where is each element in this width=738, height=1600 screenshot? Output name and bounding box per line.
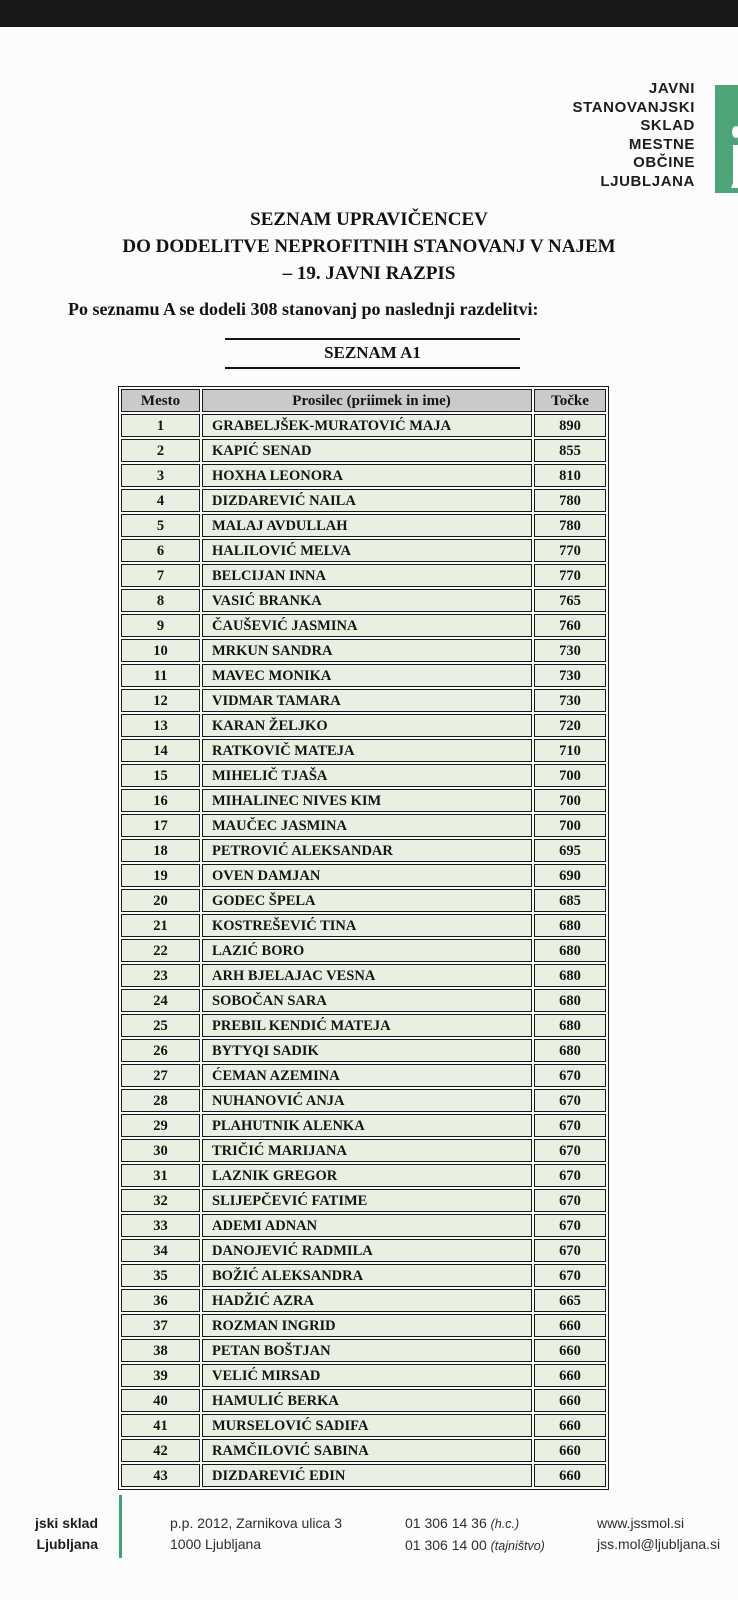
intro-text: Po seznamu A se dodeli 308 stanovanj po naslednji razdelitvi:: [68, 299, 539, 319]
points-cell: 670: [534, 1264, 606, 1287]
rank-cell: 23: [121, 964, 200, 987]
rank-cell: 31: [121, 1164, 200, 1187]
table-row: [121, 1064, 606, 1087]
rank-cell: 32: [121, 1189, 200, 1212]
name-cell: NUHANOVIĆ ANJA: [202, 1089, 532, 1112]
name-cell: DIZDAREVIĆ NAILA: [202, 489, 532, 512]
points-cell: 680: [534, 964, 606, 987]
points-cell: 670: [534, 1189, 606, 1212]
beneficiary-table: [118, 386, 609, 1490]
points-cell: 855: [534, 439, 606, 462]
points-cell: 890: [534, 414, 606, 437]
table-row: [121, 964, 606, 987]
table-row: [121, 714, 606, 737]
footer-address-line-2: 1000 Ljubljana: [170, 1536, 262, 1552]
header-tocke: Točke: [534, 389, 606, 412]
points-cell: 680: [534, 989, 606, 1012]
name-cell: PLAHUTNIK ALENKA: [202, 1114, 532, 1137]
rank-cell: 17: [121, 814, 200, 837]
rank-cell: 12: [121, 689, 200, 712]
points-cell: 670: [534, 1214, 606, 1237]
points-cell: 695: [534, 839, 606, 862]
name-cell: BOŽIĆ ALEKSANDRA: [202, 1264, 532, 1287]
name-cell: BYTYQI SADIK: [202, 1039, 532, 1062]
section-title: SEZNAM A1: [225, 338, 520, 369]
name-cell: PETAN BOŠTJAN: [202, 1339, 532, 1362]
name-cell: GRABELJŠEK-MURATOVIĆ MAJA: [202, 414, 532, 437]
rank-cell: 29: [121, 1114, 200, 1137]
points-cell: 665: [534, 1289, 606, 1312]
rank-cell: 20: [121, 889, 200, 912]
rank-cell: 18: [121, 839, 200, 862]
rank-cell: 9: [121, 614, 200, 637]
logo-text: [573, 80, 696, 191]
name-cell: VELIĆ MIRSAD: [202, 1364, 532, 1387]
rank-cell: 40: [121, 1389, 200, 1412]
name-cell: VASIĆ BRANKA: [202, 589, 532, 612]
name-cell: PETROVIĆ ALEKSANDAR: [202, 839, 532, 862]
points-cell: 670: [534, 1164, 606, 1187]
table-row: [121, 489, 606, 512]
rank-cell: 21: [121, 914, 200, 937]
points-cell: 770: [534, 539, 606, 562]
name-cell: HADŽIĆ AZRA: [202, 1289, 532, 1312]
footer-phone-1-note: (h.c.): [490, 1517, 520, 1531]
name-cell: KOSTREŠEVIĆ TINA: [202, 914, 532, 937]
table-row: [121, 564, 606, 587]
rank-cell: 3: [121, 464, 200, 487]
name-cell: MURSELOVIĆ SADIFA: [202, 1414, 532, 1437]
points-cell: 710: [534, 739, 606, 762]
rank-cell: 15: [121, 764, 200, 787]
name-cell: DIZDAREVIĆ EDIN: [202, 1464, 532, 1487]
name-cell: MRKUN SANDRA: [202, 639, 532, 662]
rank-cell: 11: [121, 664, 200, 687]
rank-cell: 24: [121, 989, 200, 1012]
rank-cell: 1: [121, 414, 200, 437]
table-row: [121, 864, 606, 887]
name-cell: BELCIJAN INNA: [202, 564, 532, 587]
name-cell: MIHALINEC NIVES KIM: [202, 789, 532, 812]
logo-line: STANOVANJSKI: [572, 98, 695, 116]
points-cell: 660: [534, 1339, 606, 1362]
name-cell: MAUČEC JASMINA: [202, 814, 532, 837]
name-cell: HAMULIĆ BERKA: [202, 1389, 532, 1412]
table-row: [121, 1464, 606, 1487]
points-cell: 670: [534, 1114, 606, 1137]
name-cell: ROZMAN INGRID: [202, 1314, 532, 1337]
table-row: [121, 1389, 606, 1412]
rank-cell: 2: [121, 439, 200, 462]
footer-phones: [405, 1513, 545, 1557]
points-cell: 690: [534, 864, 606, 887]
points-cell: 660: [534, 1314, 606, 1337]
table-row: [121, 689, 606, 712]
table-row: [121, 589, 606, 612]
rank-cell: 39: [121, 1364, 200, 1387]
rank-cell: 8: [121, 589, 200, 612]
table-row: [121, 739, 606, 762]
table-row: [121, 439, 606, 462]
points-cell: 680: [534, 1014, 606, 1037]
points-cell: 720: [534, 714, 606, 737]
name-cell: TRIČIĆ MARIJANA: [202, 1139, 532, 1162]
table-row: [121, 1439, 606, 1462]
points-cell: 700: [534, 814, 606, 837]
name-cell: KARAN ŽELJKO: [202, 714, 532, 737]
points-cell: 760: [534, 614, 606, 637]
footer-web: [597, 1513, 720, 1555]
rank-cell: 37: [121, 1314, 200, 1337]
rank-cell: 26: [121, 1039, 200, 1062]
footer-left-line-1: jski sklad: [34, 1515, 98, 1531]
table-row: [121, 514, 606, 537]
name-cell: VIDMAR TAMARA: [202, 689, 532, 712]
rank-cell: 10: [121, 639, 200, 662]
table-row: [121, 764, 606, 787]
rank-cell: 38: [121, 1339, 200, 1362]
rank-cell: 35: [121, 1264, 200, 1287]
points-cell: 700: [534, 789, 606, 812]
footer-left-block: [0, 1513, 98, 1555]
name-cell: DANOJEVIĆ RADMILA: [202, 1239, 532, 1262]
table-row: [121, 614, 606, 637]
table-row: [121, 414, 606, 437]
points-cell: 730: [534, 639, 606, 662]
rank-cell: 22: [121, 939, 200, 962]
footer-website: www.jssmol.si: [597, 1515, 685, 1531]
table-row: [121, 1339, 606, 1362]
table-row: [121, 1314, 606, 1337]
table-row: [121, 939, 606, 962]
points-cell: 730: [534, 664, 606, 687]
rank-cell: 36: [121, 1289, 200, 1312]
rank-cell: 41: [121, 1414, 200, 1437]
table-row: [121, 639, 606, 662]
logo-line: MESTNE: [628, 135, 695, 153]
name-cell: GODEC ŠPELA: [202, 889, 532, 912]
name-cell: SOBOČAN SARA: [202, 989, 532, 1012]
title-line-1: SEZNAM UPRAVIČENCEV: [250, 209, 488, 230]
points-cell: 765: [534, 589, 606, 612]
rank-cell: 13: [121, 714, 200, 737]
table-row: [121, 839, 606, 862]
footer-phone-2-note: (tajništvo): [490, 1539, 545, 1553]
logo-mark: [715, 85, 738, 193]
points-cell: 680: [534, 914, 606, 937]
table-row: [121, 1014, 606, 1037]
name-cell: KAPIĆ SENAD: [202, 439, 532, 462]
name-cell: SLIJEPČEVIĆ FATIME: [202, 1189, 532, 1212]
table-row: [121, 789, 606, 812]
rank-cell: 7: [121, 564, 200, 587]
table-row: [121, 1164, 606, 1187]
points-cell: 660: [534, 1439, 606, 1462]
rank-cell: 4: [121, 489, 200, 512]
footer-phone-2: [405, 1535, 545, 1557]
table-row: [121, 1364, 606, 1387]
name-cell: LAZIĆ BORO: [202, 939, 532, 962]
rank-cell: 19: [121, 864, 200, 887]
rank-cell: 27: [121, 1064, 200, 1087]
table-header-row: [121, 389, 606, 412]
footer-address: [170, 1513, 342, 1555]
points-cell: 680: [534, 1039, 606, 1062]
name-cell: MAVEC MONIKA: [202, 664, 532, 687]
top-bar: [0, 0, 738, 27]
table-row: [121, 1239, 606, 1262]
name-cell: HALILOVIĆ MELVA: [202, 539, 532, 562]
name-cell: OVEN DAMJAN: [202, 864, 532, 887]
rank-cell: 34: [121, 1239, 200, 1262]
footer-left-line-2: Ljubljana: [36, 1536, 98, 1552]
name-cell: PREBIL KENDIĆ MATEJA: [202, 1014, 532, 1037]
points-cell: 700: [534, 764, 606, 787]
title-line-2: DO DODELITVE NEPROFITNIH STANOVANJ V NAJEM: [122, 236, 616, 257]
rank-cell: 42: [121, 1439, 200, 1462]
points-cell: 780: [534, 489, 606, 512]
table-row: [121, 1214, 606, 1237]
rank-cell: 43: [121, 1464, 200, 1487]
name-cell: ARH BJELAJAC VESNA: [202, 964, 532, 987]
rank-cell: 30: [121, 1139, 200, 1162]
table-row: [121, 1189, 606, 1212]
points-cell: 680: [534, 939, 606, 962]
table-row: [121, 464, 606, 487]
table-body: [121, 414, 606, 1487]
table-row: [121, 914, 606, 937]
points-cell: 660: [534, 1414, 606, 1437]
footer-email: jss.mol@ljubljana.si: [597, 1536, 721, 1552]
rank-cell: 14: [121, 739, 200, 762]
table-row: [121, 1039, 606, 1062]
table-row: [121, 1289, 606, 1312]
rank-cell: 28: [121, 1089, 200, 1112]
name-cell: MALAJ AVDULLAH: [202, 514, 532, 537]
rank-cell: 5: [121, 514, 200, 537]
header-prosilec: Prosilec (priimek in ime): [202, 389, 532, 412]
footer-phone-2-number: 01 306 14 00: [405, 1537, 487, 1553]
rank-cell: 6: [121, 539, 200, 562]
name-cell: RATKOVIČ MATEJA: [202, 739, 532, 762]
points-cell: 730: [534, 689, 606, 712]
points-cell: 660: [534, 1364, 606, 1387]
logo-figure-icon: [715, 85, 738, 193]
rank-cell: 25: [121, 1014, 200, 1037]
table-row: [121, 1414, 606, 1437]
rank-cell: 33: [121, 1214, 200, 1237]
rank-cell: 16: [121, 789, 200, 812]
footer-phone-1: [405, 1513, 545, 1535]
name-cell: ĆEMAN AZEMINA: [202, 1064, 532, 1087]
footer-divider: [119, 1495, 122, 1558]
points-cell: 660: [534, 1464, 606, 1487]
name-cell: ADEMI ADNAN: [202, 1214, 532, 1237]
points-cell: 660: [534, 1389, 606, 1412]
table-row: [121, 989, 606, 1012]
table-row: [121, 539, 606, 562]
header-mesto: Mesto: [121, 389, 200, 412]
points-cell: 670: [534, 1239, 606, 1262]
logo-line: JAVNI: [648, 80, 695, 97]
logo-line: LJUBLJANA: [600, 172, 695, 190]
name-cell: MIHELIČ TJAŠA: [202, 764, 532, 787]
points-cell: 685: [534, 889, 606, 912]
points-cell: 670: [534, 1139, 606, 1162]
table-row: [121, 1139, 606, 1162]
points-cell: 810: [534, 464, 606, 487]
name-cell: HOXHA LEONORA: [202, 464, 532, 487]
title-line-3: – 19. JAVNI RAZPIS: [282, 263, 456, 284]
table-row: [121, 814, 606, 837]
points-cell: 670: [534, 1064, 606, 1087]
table-row: [121, 664, 606, 687]
document-title: [0, 206, 738, 287]
points-cell: 770: [534, 564, 606, 587]
table-row: [121, 889, 606, 912]
footer-phone-1-number: 01 306 14 36: [405, 1515, 487, 1531]
table-row: [121, 1114, 606, 1137]
name-cell: LAZNIK GREGOR: [202, 1164, 532, 1187]
points-cell: 670: [534, 1089, 606, 1112]
logo-line: OBČINE: [633, 154, 695, 171]
table-row: [121, 1089, 606, 1112]
name-cell: ČAUŠEVIĆ JASMINA: [202, 614, 532, 637]
footer-address-line-1: p.p. 2012, Zarnikova ulica 3: [170, 1515, 342, 1531]
name-cell: RAMČILOVIĆ SABINA: [202, 1439, 532, 1462]
table-row: [121, 1264, 606, 1287]
points-cell: 780: [534, 514, 606, 537]
logo-line: SKLAD: [640, 117, 695, 134]
